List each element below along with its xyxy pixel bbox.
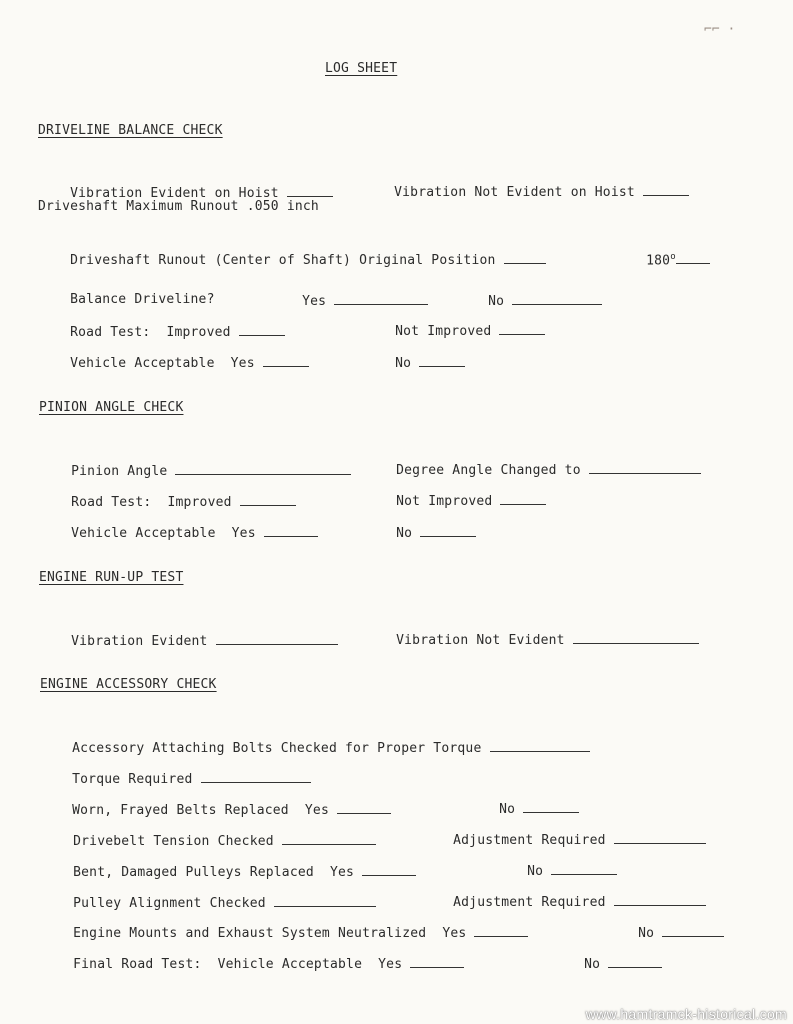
- runup-vibration-not-evident-label: Vibration Not Evident: [396, 633, 565, 648]
- belts-yes-field[interactable]: [337, 801, 391, 814]
- section-heading-runup: ENGINE RUN-UP TEST: [39, 570, 184, 585]
- pinion-acceptable-no-group: [364, 508, 476, 558]
- row-180-degree: [614, 233, 710, 285]
- runup-vibration-evident-group: [39, 616, 338, 666]
- driveline-not-improved-label: Not Improved: [395, 324, 492, 339]
- runup-vibration-not-evident-field[interactable]: [573, 631, 699, 644]
- watermark: www.hamtramck-historical.com: [585, 1006, 787, 1022]
- degree-180-field[interactable]: [676, 251, 710, 264]
- torque-required-field[interactable]: [201, 770, 311, 783]
- pinion-road-test-label: Road Test:: [71, 495, 152, 510]
- section-heading-accessory: ENGINE ACCESSORY CHECK: [40, 677, 217, 692]
- pinion-vehicle-acceptable-group: [39, 508, 318, 558]
- alignment-label: Pulley Alignment Checked: [73, 896, 266, 911]
- pinion-angle-field[interactable]: [175, 462, 351, 475]
- driveline-acceptable-yes-field[interactable]: [263, 354, 309, 367]
- belts-no-field[interactable]: [523, 800, 579, 813]
- pulleys-yes-field[interactable]: [362, 863, 416, 876]
- tension-adjustment-label: Adjustment Required: [453, 833, 606, 848]
- final-yes-label: Yes: [378, 957, 403, 972]
- alignment-adjustment-field[interactable]: [614, 893, 706, 906]
- row-vibration-not-hoist: [362, 167, 689, 217]
- pulleys-yes-label: Yes: [329, 865, 355, 880]
- mounts-no-label: No: [638, 926, 655, 941]
- pinion-angle-label: Pinion Angle: [71, 464, 168, 479]
- final-road-test-group: [41, 939, 464, 989]
- driveline-not-improved-field[interactable]: [499, 322, 545, 335]
- section-heading-driveline: DRIVELINE BALANCE CHECK: [38, 123, 223, 138]
- bolts-field[interactable]: [490, 739, 590, 752]
- pinion-improved-label: Improved: [167, 495, 232, 510]
- pinion-vehicle-acceptable-label: Vehicle Acceptable: [71, 526, 216, 541]
- runup-vibration-not-evident-group: [364, 615, 699, 665]
- driveline-road-test-label: Road Test:: [70, 325, 151, 340]
- pinion-acceptable-yes-label: Yes: [231, 526, 256, 541]
- pinion-acceptable-no-label: No: [396, 526, 413, 541]
- driveline-acceptable-no-field[interactable]: [419, 354, 465, 367]
- balance-no-field[interactable]: [512, 292, 602, 305]
- mounts-yes-label: Yes: [442, 926, 467, 941]
- pulleys-no-field[interactable]: [551, 862, 617, 875]
- balance-no-label: No: [488, 294, 505, 309]
- vibration-evident-hoist-field[interactable]: [287, 184, 333, 197]
- pinion-not-improved-label: Not Improved: [396, 494, 493, 509]
- vibration-not-evident-hoist-field[interactable]: [643, 183, 689, 196]
- alignment-field[interactable]: [274, 894, 376, 907]
- max-runout-text: Driveshaft Maximum Runout .050 inch: [38, 199, 319, 214]
- runup-vibration-evident-field[interactable]: [216, 632, 338, 645]
- runout-center-label: Driveshaft Runout (Center of Shaft) Original Position: [70, 253, 496, 268]
- driveline-vehicle-acceptable-group: [38, 338, 309, 388]
- section-heading-pinion: PINION ANGLE CHECK: [39, 400, 184, 415]
- degree-changed-label: Degree Angle Changed to: [396, 463, 581, 478]
- original-position-field[interactable]: [504, 251, 546, 264]
- tension-field[interactable]: [282, 832, 376, 845]
- driveline-improved-field[interactable]: [239, 323, 285, 336]
- mounts-label: Engine Mounts and Exhaust System Neutralized: [73, 926, 427, 941]
- page-title: LOG SHEET: [325, 61, 398, 76]
- driveline-acceptable-no-group: [363, 338, 465, 388]
- final-no-group: [552, 939, 662, 989]
- pinion-acceptable-yes-field[interactable]: [264, 524, 318, 537]
- mounts-no-field[interactable]: [662, 924, 724, 937]
- torque-required-label: Torque Required: [72, 772, 193, 787]
- vibration-not-evident-hoist-label: Vibration Not Evident on Hoist: [394, 185, 635, 200]
- pulleys-no-label: No: [527, 864, 544, 879]
- alignment-adjustment-label: Adjustment Required: [453, 895, 606, 910]
- vibration-evident-hoist-label: Vibration Evident on Hoist: [70, 186, 279, 201]
- final-road-test-label: Final Road Test:: [73, 957, 202, 972]
- final-no-field[interactable]: [608, 955, 662, 968]
- mounts-yes-field[interactable]: [474, 924, 528, 937]
- final-vehicle-acceptable-label: Vehicle Acceptable: [217, 957, 363, 972]
- pinion-acceptable-no-field[interactable]: [420, 524, 476, 537]
- pinion-not-improved-field[interactable]: [500, 492, 546, 505]
- pulleys-label: Bent, Damaged Pulleys Replaced: [73, 865, 314, 880]
- tension-adjustment-field[interactable]: [614, 831, 706, 844]
- bolts-label: Accessory Attaching Bolts Checked for Proper Torque: [72, 741, 482, 756]
- degree-changed-field[interactable]: [589, 461, 701, 474]
- driveline-acceptable-yes-label: Yes: [230, 356, 255, 371]
- belts-no-label: No: [499, 802, 516, 817]
- belts-label: Worn, Frayed Belts Replaced: [72, 803, 289, 818]
- driveline-improved-label: Improved: [166, 325, 231, 340]
- degree-symbol: o: [670, 252, 676, 262]
- driveline-acceptable-no-label: No: [395, 356, 412, 371]
- balance-driveline-label: Balance Driveline?: [70, 292, 215, 307]
- driveline-vehicle-acceptable-label: Vehicle Acceptable: [70, 356, 215, 371]
- balance-yes-field[interactable]: [334, 292, 428, 305]
- stray-mark: ⌐⌐ ·: [704, 22, 736, 37]
- final-yes-field[interactable]: [410, 955, 464, 968]
- tension-label: Drivebelt Tension Checked: [73, 834, 274, 849]
- balance-yes-label: Yes: [302, 294, 327, 309]
- pinion-improved-field[interactable]: [240, 493, 296, 506]
- belts-yes-label: Yes: [304, 803, 329, 818]
- degree-180-label: 180: [646, 253, 671, 269]
- final-no-label: No: [584, 957, 601, 972]
- runup-vibration-evident-label: Vibration Evident: [71, 634, 208, 649]
